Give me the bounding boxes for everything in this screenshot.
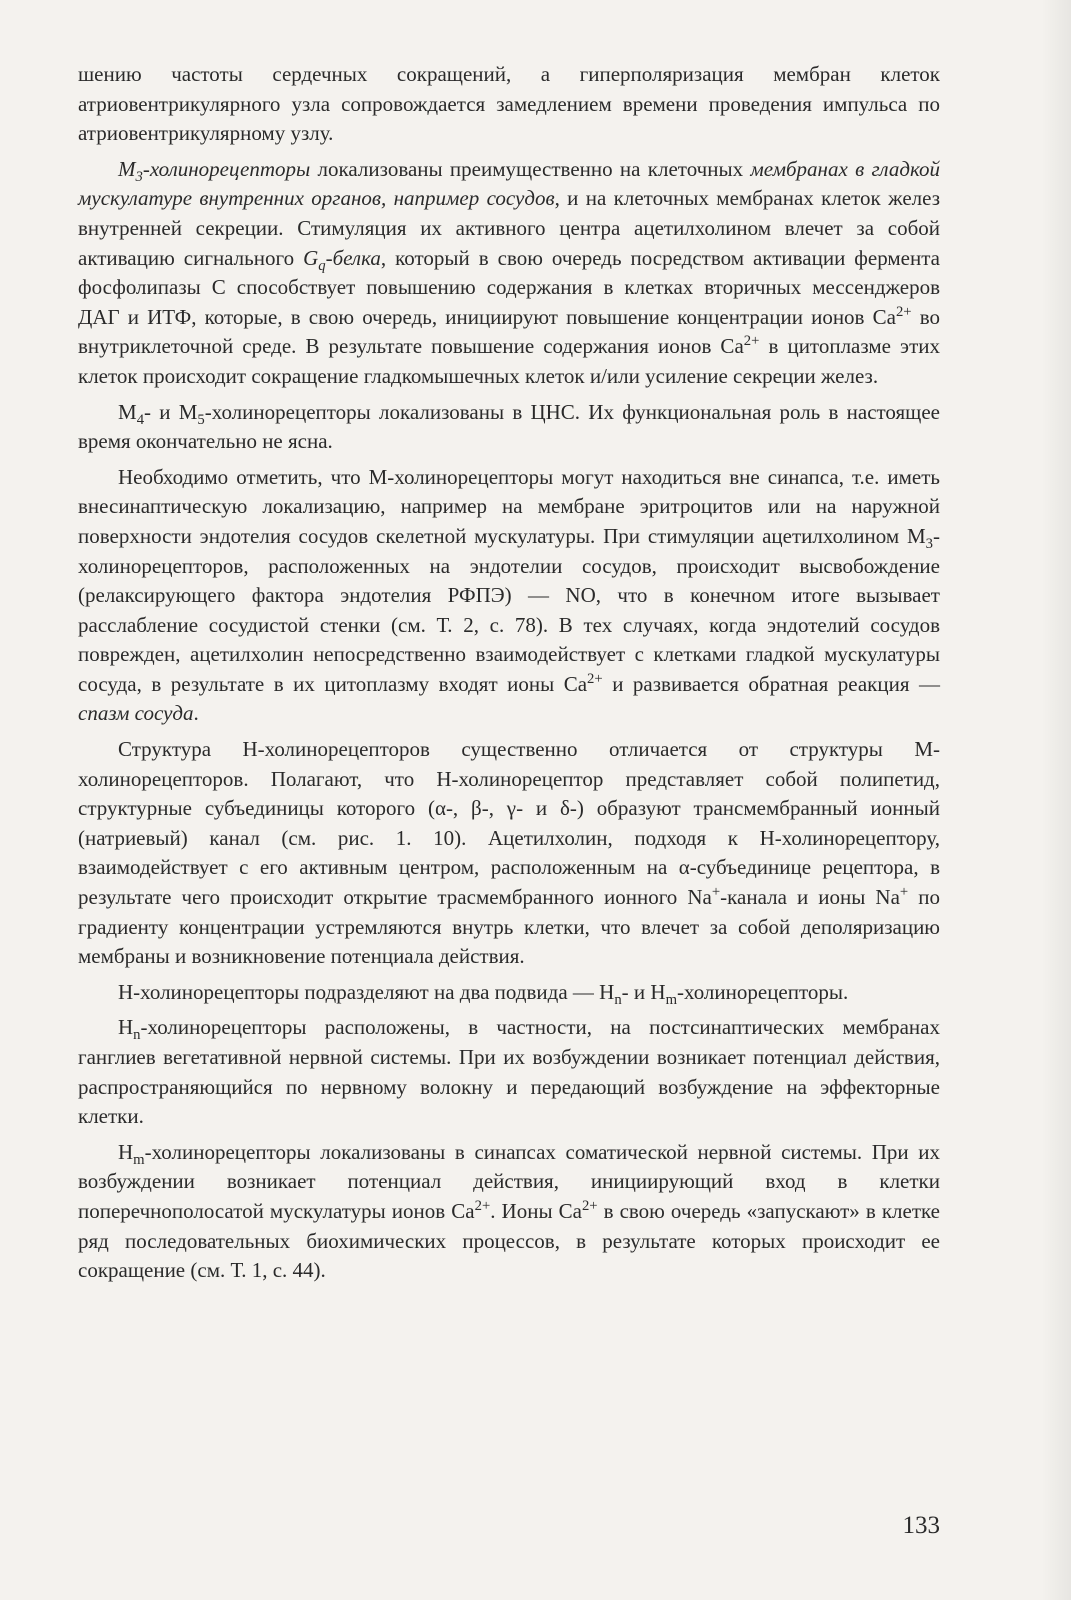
paragraph	[78, 398, 940, 457]
text-segment: G	[303, 245, 319, 270]
text-segment: 3	[925, 536, 933, 553]
paragraph	[78, 1013, 940, 1131]
text-segment: -канала и ионы Na	[720, 885, 900, 910]
text-segment: и развивается обратная реакция —	[602, 671, 941, 696]
text-segment: 2+	[587, 670, 603, 687]
text-segment: , который в свою очередь посредством активации фермента фосфолипазы С способствует повышению содержания в клетках вторичных мессенджеров ДАГ и ИТФ, которые, в свою очередь, инициируют повышение концентрации ионов Са	[78, 245, 940, 329]
text-segment: , и на клеточных мембранах клеток желез внутренней секреции. Стимуляция их активного центра ацетилхолином влечет за собой активацию сигнального	[78, 186, 940, 270]
paragraph	[78, 463, 940, 729]
paragraph	[78, 155, 940, 392]
text-segment: m	[665, 992, 677, 1008]
text-segment: -белка	[325, 245, 381, 270]
text-segment: - и М	[144, 399, 198, 424]
text-segment: 3	[135, 168, 143, 185]
text-segment: 5	[197, 411, 205, 428]
text-segment: +	[899, 884, 909, 901]
text-segment: M	[118, 156, 136, 181]
paragraph	[78, 735, 940, 972]
text-segment: спазм сосуда	[78, 701, 194, 726]
paragraph	[78, 60, 940, 149]
text-segment: 4	[136, 411, 145, 428]
text-segment: локализованы преимущественно на клеточных	[310, 156, 751, 181]
paragraph	[78, 978, 940, 1008]
text-segment: n	[133, 1027, 141, 1044]
paragraph	[78, 1138, 940, 1286]
text-segment: n	[614, 992, 622, 1008]
text-segment: 2+	[581, 1197, 598, 1214]
text-segment: 2+	[743, 333, 760, 350]
text-segment: в свою очередь «запускают» в клетке ряд последовательных биохимических процессов, в результате которых происходит ее сокращение (см. Т. 1, с. 44).	[78, 1198, 941, 1283]
text-segment: Н-холинорецепторы подразделяют на два подвида — Н	[118, 979, 615, 1004]
text-segment: М	[118, 399, 137, 424]
text-segment: в цитоплазме этих клеток происходит сокращение гладкомышечных клеток и/или усиление секреции желез.	[78, 334, 940, 388]
text-segment: по градиенту концентрации устремляются внутрь клетки, что влечет за собой деполяризацию мембраны и возникновение потенциала действия.	[78, 885, 940, 969]
text-segment: Структура Н-холинорецепторов существенно отличается от структуры М-холинорецепторов. Полагают, что Н-холинорецептор представляет собой полипетид, структурные субъединицы которого (α-, β-, γ- и δ-) образуют трансмембранный ионный (натриевый) канал (см. рис. 1. 10). Ацетилхолин, подходя к Н-холинорецептору, взаимодействует с его активным центром, расположенным на α-субъединице рецептора, в результате чего происходит открытие трасмембранного ионного Na	[78, 737, 940, 910]
text-segment: m	[133, 1151, 145, 1168]
text-segment: 2+	[895, 303, 912, 320]
text-segment: 2+	[474, 1197, 491, 1214]
text-segment: +	[711, 884, 721, 901]
text-segment: во внутриклеточной среде. В результате повышение содержания ионов Са	[78, 304, 940, 359]
text-segment: - и Н	[621, 979, 666, 1004]
body-text	[78, 60, 940, 1292]
text-segment: -холинорецепторы локализованы в ЦНС. Их функциональная роль в настоящее время окончательно не ясна.	[78, 399, 940, 454]
text-segment: q	[318, 257, 326, 274]
scan-edge-shadow	[1041, 0, 1071, 1600]
text-segment: Н	[118, 1139, 134, 1164]
text-segment: . Ионы Са	[490, 1198, 582, 1223]
text-segment: -холинорецепторов, расположенных на эндотелии сосудов, происходит высвобождение (релаксирующего фактора эндотелия РФПЭ) — NO, что в конечном итоге вызывает расслабление сосудистой стенки (см. Т. 2, с. 78). В тех случаях, когда эндотелий сосудов поврежден, ацетилхолин непосредственно взаимодействует с клетками гладкой мускулатуры сосуда, в результате в их цитоплазму входят ионы Са	[78, 523, 940, 696]
text-segment: Н	[118, 1015, 134, 1040]
text-segment: Необходимо отметить, что М-холинорецепторы могут находиться вне синапса, т.е. иметь внесинаптическую локализацию, например на мембране эритроцитов или на наружной поверхности эндотелия сосудов скелетной мускулатуры. При стимуляции ацетилхолином М	[78, 464, 940, 548]
text-segment: мембранах в гладкой мускулатуре внутренних органов, например сосудов	[78, 156, 940, 211]
text-segment: -холинорецепторы локализованы в синапсах соматической нервной системы. При их возбуждении возникает потенциал действия, инициирующий вход в клетки поперечнополосатой мускулатуры ионов Са	[78, 1139, 940, 1223]
text-segment: .	[193, 701, 199, 726]
text-segment: шению частоты сердечных сокращений, а гиперполяризация мембран клеток атриовентрикулярного узла сопровождается замедлением времени проведения импульса по атриовентрикулярному узлу.	[78, 62, 940, 146]
page-number: 133	[902, 1512, 940, 1539]
text-segment: -холинорецепторы.	[677, 979, 849, 1004]
text-segment: -холинорецепторы	[142, 156, 311, 181]
text-segment: -холинорецепторы расположены, в частности, на постсинаптических мембранах ганглиев вегетативной нервной системы. При их возбуждении возникает потенциал действия, распространяющийся по нервному волокну и передающий возбуждение на эффекторные клетки.	[78, 1015, 940, 1129]
